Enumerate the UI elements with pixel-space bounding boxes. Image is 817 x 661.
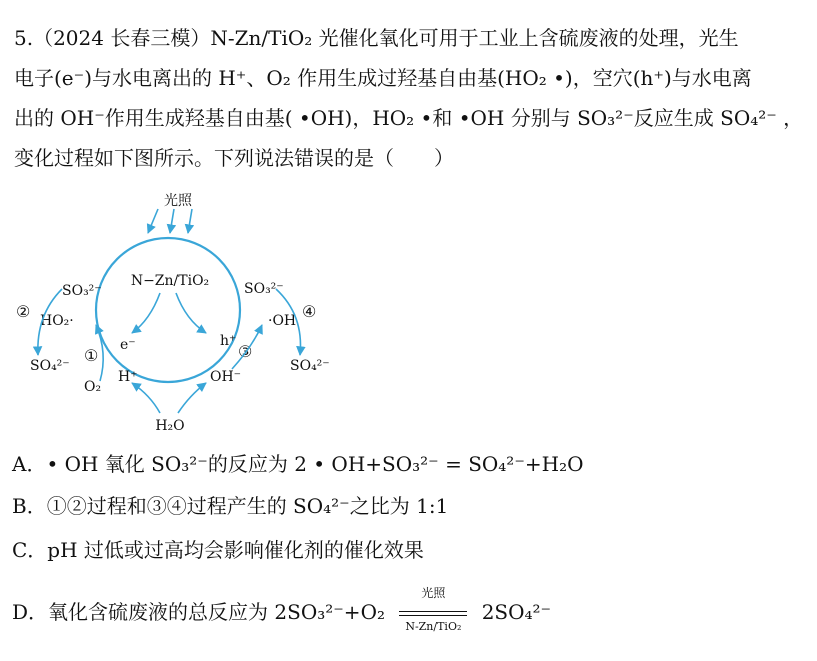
- oh-radical-label: ·OH: [268, 313, 297, 329]
- ho2-label: HO₂·: [40, 313, 74, 329]
- option-d-suffix: 2SO₄²⁻: [481, 600, 552, 624]
- so3-left-label: SO₃²⁻: [62, 283, 102, 299]
- catalyst-label: N−Zn/TiO₂: [130, 273, 210, 289]
- option-b[interactable]: B．①②过程和③④过程产生的 SO₄²⁻之比为 1:1: [12, 494, 449, 518]
- question-line-4: 变化过程如下图所示。下列说法错误的是（ ）: [14, 146, 454, 170]
- oh-minus-label: OH⁻: [210, 369, 242, 385]
- condition-arrow: [397, 585, 469, 633]
- hole-label: h⁺: [220, 333, 237, 349]
- inner-arrow-e: [132, 293, 160, 333]
- option-d[interactable]: [12, 585, 552, 633]
- light-label: 光照: [164, 193, 192, 209]
- condition-above: 光照: [421, 585, 446, 600]
- h2o-arrow-left: [132, 383, 160, 413]
- so4-left-label: SO₄²⁻: [30, 358, 70, 374]
- step-1-label: ①: [84, 346, 99, 365]
- light-arrow-3: [188, 209, 192, 233]
- equals-line-top: [399, 611, 467, 612]
- option-d-prefix: D．氧化含硫废液的总反应为 2SO₃²⁻+O₂: [12, 600, 385, 624]
- reaction-diagram: [0, 185, 340, 445]
- catalyst-circle: [96, 238, 240, 382]
- light-arrow-1: [148, 209, 158, 233]
- question-line-3: 出的 OH⁻作用生成羟基自由基( •OH)，HO₂ •和 •OH 分别与 SO₃²⁻反应生成 SO₄²⁻ ，: [14, 106, 804, 130]
- so3-right-label: SO₃²⁻: [244, 281, 284, 297]
- h2o-arrow-right: [178, 383, 206, 413]
- o2-label: O₂: [84, 379, 102, 395]
- option-c[interactable]: C．pH 过低或过高均会影响催化剂的催化效果: [12, 538, 424, 562]
- step-2-label: ②: [16, 302, 31, 321]
- electron-label: e⁻: [120, 337, 136, 353]
- question-line-1: 5.（2024 长春三模）N-Zn/TiO₂ 光催化氧化可用于工业上含硫废液的处理，光生: [14, 26, 739, 50]
- h2o-label: H₂O: [155, 418, 185, 434]
- h-plus-label: H⁺: [118, 369, 138, 385]
- so4-right-label: SO₄²⁻: [290, 358, 330, 374]
- equals-line-bottom: [399, 615, 467, 616]
- inner-arrow-h: [176, 293, 206, 333]
- step-3-label: ③: [238, 342, 253, 361]
- step-4-label: ④: [302, 302, 317, 321]
- option-a[interactable]: A．• OH 氧化 SO₃²⁻的反应为 2 • OH+SO₃²⁻ = SO₄²⁻+H₂O: [12, 452, 584, 476]
- light-arrow-2: [170, 209, 174, 233]
- condition-below: N-Zn/TiO₂: [405, 619, 462, 633]
- question-line-2: 电子(e⁻)与水电离出的 H⁺、O₂ 作用生成过羟基自由基(HO₂ •)，空穴(h⁺)与水电离: [14, 66, 752, 90]
